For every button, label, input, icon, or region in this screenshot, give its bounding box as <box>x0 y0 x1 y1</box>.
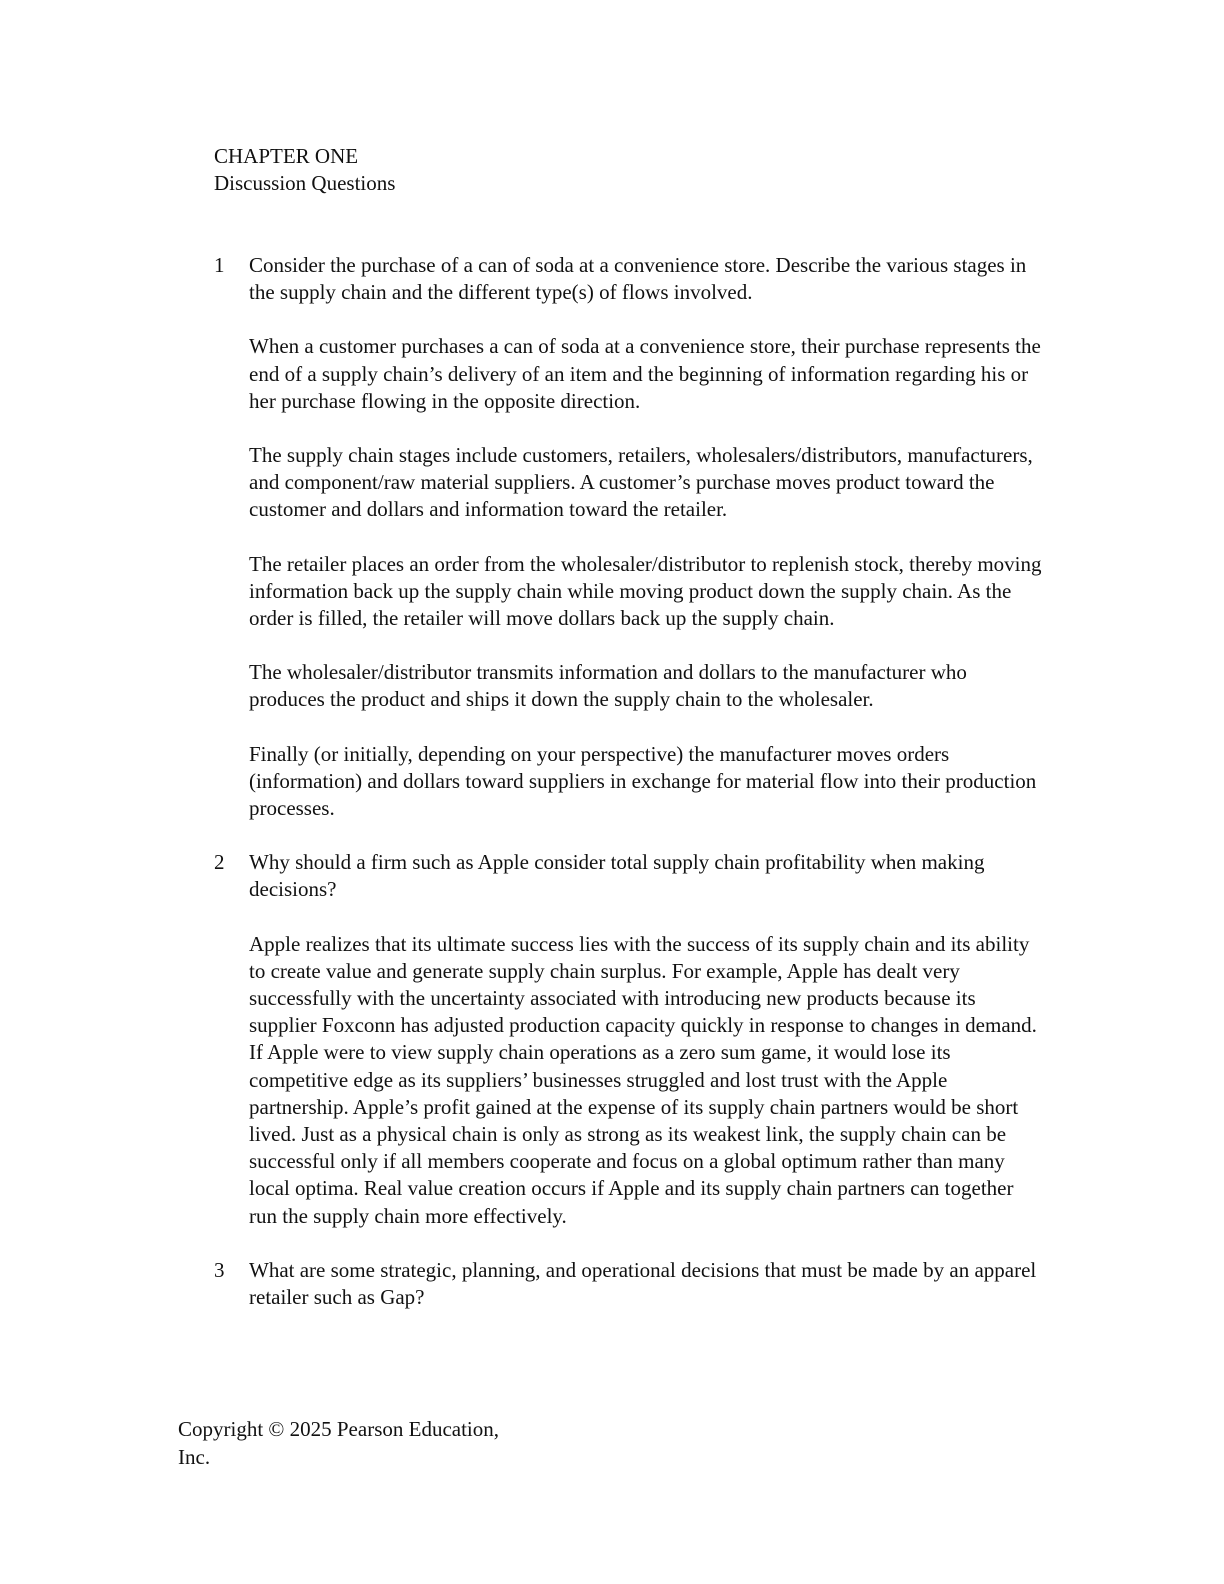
answer-paragraph: The wholesaler/distributor transmits information and dollars to the manufacturer who produces the product and ships it down the supply chain to the wholesaler. <box>249 660 967 712</box>
question-text: What are some strategic, planning, and operational decisions that must be made by an apparel retailer such as Gap? <box>249 1257 1037 1310</box>
question-body <box>249 252 1044 822</box>
chapter-header <box>214 143 395 197</box>
question-text: Consider the purchase of a can of soda at a convenience store. Describe the various stages in the supply chain and the different type(s) of flows involved. <box>249 253 1027 305</box>
copyright-line-2: Inc. <box>178 1445 211 1469</box>
question-item-1 <box>214 252 1044 822</box>
copyright-footer <box>178 1415 578 1471</box>
answer-paragraph: The retailer places an order from the wholesaler/distributor to replenish stock, thereby moving information back up the supply chain while moving product down the supply chain. As the order is filled, the retailer will move dollars back up the supply chain. <box>249 551 1042 631</box>
answer-paragraph: Apple realizes that its ultimate success lies with the success of its supply chain and its ability to create value and generate supply chain surplus. For example, Apple has dealt very successfully with the uncertainty associated with introducing new products because its supplier Foxconn has adjusted production capacity quickly in response to changes in demand. If Apple were to view supply chain operations as a zero sum game, it would lose its competitive edge as its suppliers’ businesses struggled and lost trust with the Apple partnership. Apple’s profit gained at the expense of its supply chain partners would be short lived. Just as a physical chain is only as strong as its weakest link, the supply chain can be successful only if all members cooperate and focus on a global optimum rather than many local optima. Real value creation occurs if Apple and its supply chain partners can together run the supply chain more effectively. <box>249 931 1037 1228</box>
question-number: 3 <box>214 1257 225 1282</box>
question-body <box>249 1257 1044 1311</box>
question-item-3 <box>214 1257 1044 1311</box>
question-number: 2 <box>214 850 225 875</box>
answer-paragraph: Finally (or initially, depending on your perspective) the manufacturer moves orders (information) and dollars toward suppliers in exchange for material flow into their production processes. <box>249 741 1037 821</box>
questions-list <box>214 252 1044 1338</box>
answer-paragraph: When a customer purchases a can of soda at a convenience store, their purchase represents the end of a supply chain’s delivery of an item and the beginning of information regarding his or her purchase flowing in the opposite direction. <box>249 334 1041 413</box>
question-body <box>249 849 1044 1230</box>
question-item-2 <box>214 849 1044 1230</box>
question-text: Why should a firm such as Apple consider total supply chain profitability when making decisions? <box>249 850 985 902</box>
chapter-title: CHAPTER ONE <box>214 144 359 168</box>
answer-paragraph: The supply chain stages include customers, retailers, wholesalers/distributors, manufacturers, and component/raw material suppliers. A customer’s purchase moves product toward the customer and dollars and information toward the retailer. <box>249 443 1033 522</box>
copyright-line-1: Copyright © 2025 Pearson Education, <box>178 1417 499 1441</box>
question-number: 1 <box>214 253 225 277</box>
chapter-subtitle: Discussion Questions <box>214 171 396 195</box>
